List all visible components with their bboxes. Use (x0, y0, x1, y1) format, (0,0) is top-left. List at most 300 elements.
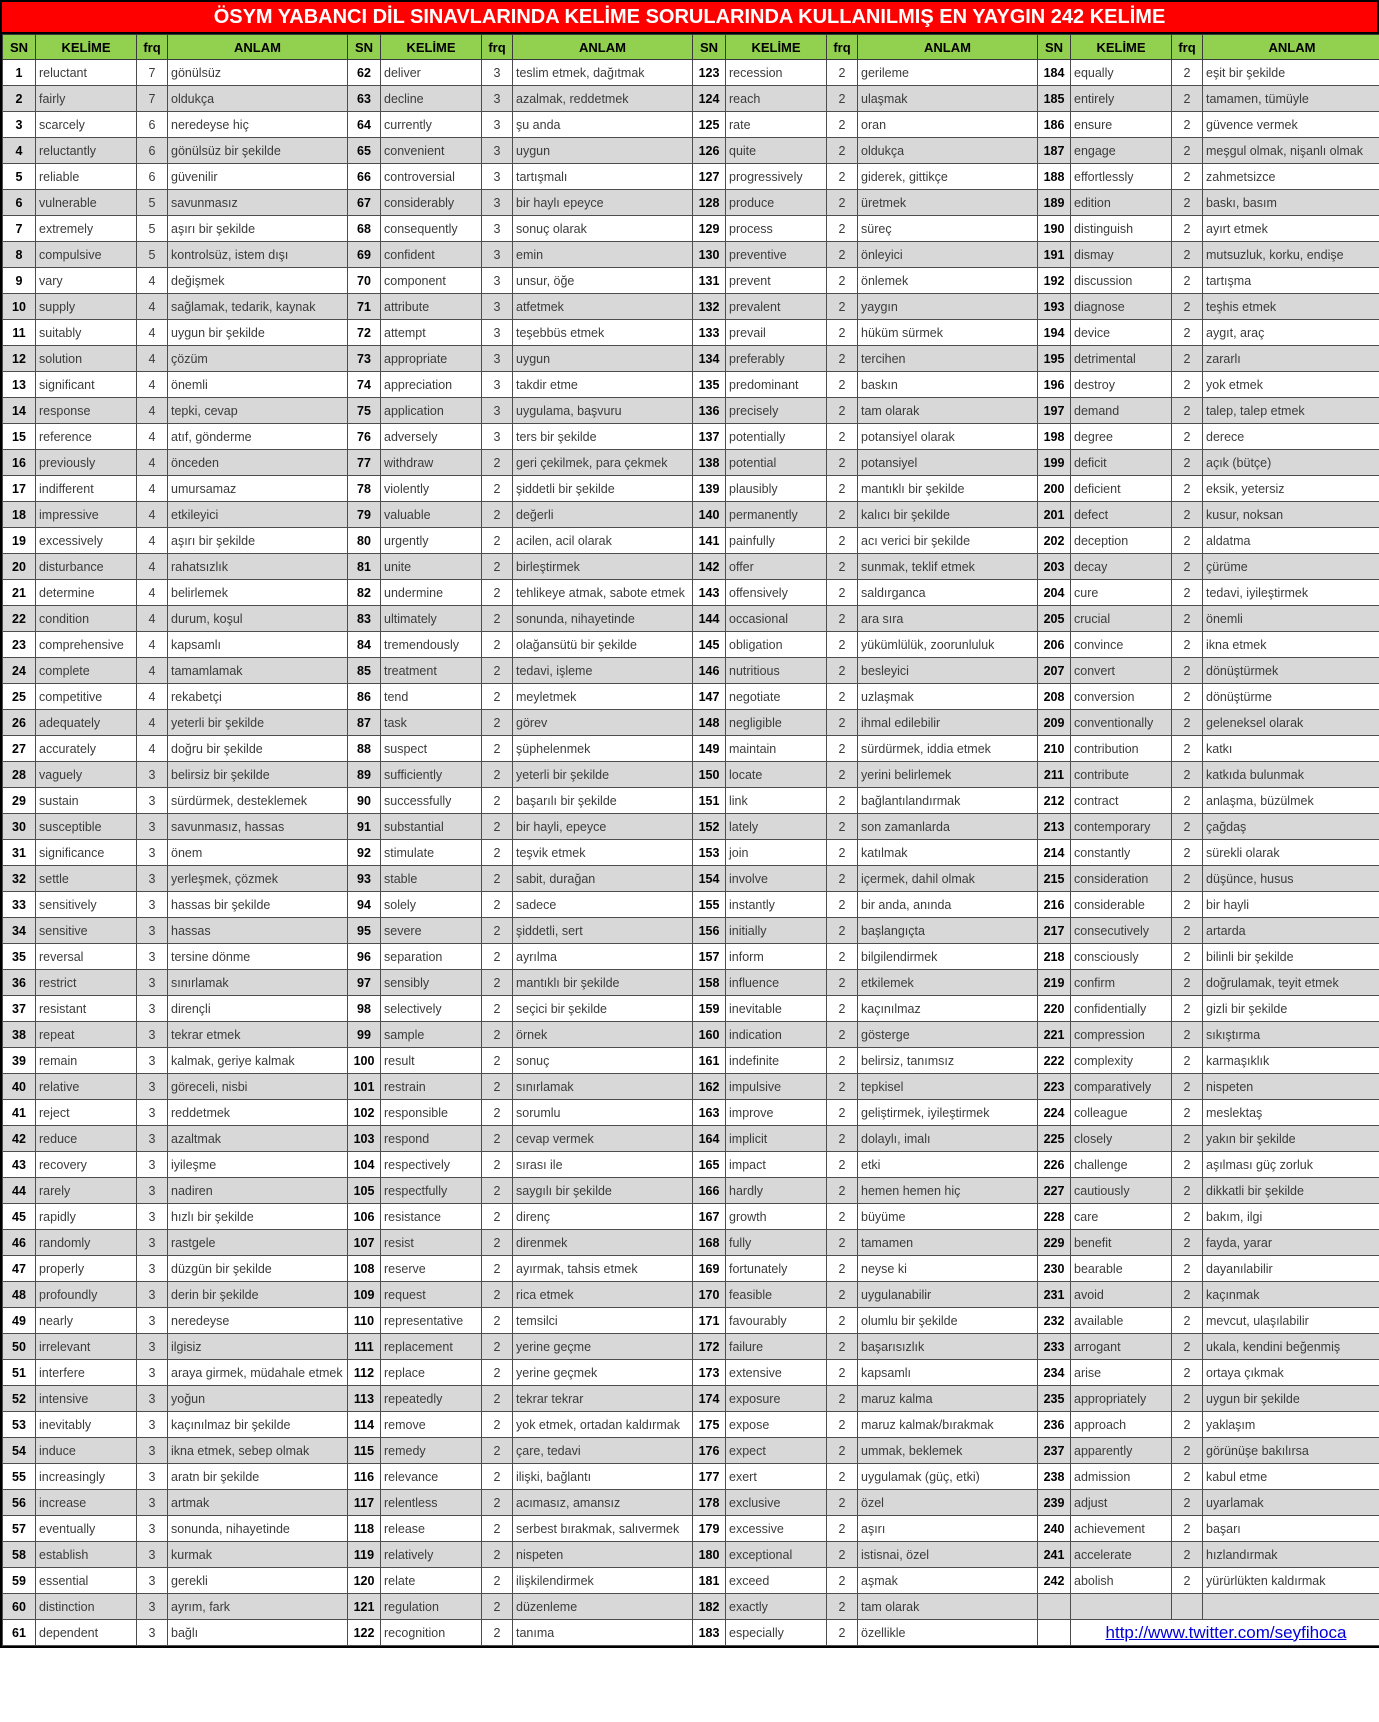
table-row (3, 554, 1379, 580)
sn-cell: 207 (1038, 658, 1071, 684)
freq-cell: 2 (482, 1178, 513, 1204)
freq-cell: 2 (827, 294, 858, 320)
meaning-cell: kaçınmak (1203, 1282, 1379, 1308)
meaning-cell: gerekli (168, 1568, 348, 1594)
sn-cell: 98 (348, 996, 381, 1022)
freq-cell: 2 (482, 1360, 513, 1386)
freq-cell: 2 (482, 970, 513, 996)
word-cell: nearly (36, 1308, 137, 1334)
freq-cell: 3 (137, 1074, 168, 1100)
freq-cell: 3 (482, 112, 513, 138)
table-row (3, 606, 1379, 632)
twitter-link[interactable]: http://www.twitter.com/seyfihoca (1105, 1622, 1347, 1642)
word-cell: maintain (726, 736, 827, 762)
sn-cell: 177 (693, 1464, 726, 1490)
freq-cell: 3 (482, 424, 513, 450)
meaning-cell: meyletmek (513, 684, 693, 710)
freq-cell: 2 (1172, 1490, 1203, 1516)
meaning-cell: başarısızlık (858, 1334, 1038, 1360)
word-cell: attempt (381, 320, 482, 346)
sn-cell: 61 (3, 1620, 36, 1646)
freq-cell: 2 (827, 788, 858, 814)
sn-cell: 65 (348, 138, 381, 164)
meaning-cell: kapsamlı (168, 632, 348, 658)
freq-cell: 3 (482, 242, 513, 268)
sn-cell: 175 (693, 1412, 726, 1438)
freq-cell: 2 (827, 892, 858, 918)
freq-cell: 2 (482, 606, 513, 632)
meaning-cell: sadece (513, 892, 693, 918)
meaning-cell: neyse ki (858, 1256, 1038, 1282)
meaning-cell: ayrılma (513, 944, 693, 970)
word-cell: implicit (726, 1126, 827, 1152)
word-cell: care (1071, 1204, 1172, 1230)
meaning-cell: sınırlamak (513, 1074, 693, 1100)
word-cell: precisely (726, 398, 827, 424)
meaning-cell: acı verici bir şekilde (858, 528, 1038, 554)
sn-cell: 126 (693, 138, 726, 164)
table-row (3, 1594, 1379, 1620)
meaning-cell: sınırlamak (168, 970, 348, 996)
sn-cell: 156 (693, 918, 726, 944)
table-header-row (3, 35, 1379, 60)
sn-cell: 201 (1038, 502, 1071, 528)
table-row (3, 1360, 1379, 1386)
freq-cell: 2 (482, 1152, 513, 1178)
meaning-cell: sunmak, teklif etmek (858, 554, 1038, 580)
table-row (3, 1230, 1379, 1256)
freq-cell: 2 (827, 554, 858, 580)
freq-cell: 3 (482, 320, 513, 346)
sn-cell: 220 (1038, 996, 1071, 1022)
word-cell: suitably (36, 320, 137, 346)
meaning-cell: yeterli bir şekilde (513, 762, 693, 788)
freq-cell: 2 (482, 528, 513, 554)
meaning-cell: önemli (1203, 606, 1379, 632)
word-cell: available (1071, 1308, 1172, 1334)
empty-cell (1172, 1594, 1203, 1620)
meaning-cell: hüküm sürmek (858, 320, 1038, 346)
word-cell: resistant (36, 996, 137, 1022)
meaning-cell: rica etmek (513, 1282, 693, 1308)
table-row (3, 1022, 1379, 1048)
meaning-cell: durum, koşul (168, 606, 348, 632)
meaning-cell: ara sıra (858, 606, 1038, 632)
sn-cell: 151 (693, 788, 726, 814)
sn-cell: 132 (693, 294, 726, 320)
freq-cell: 2 (1172, 632, 1203, 658)
word-cell: regulation (381, 1594, 482, 1620)
sn-cell: 152 (693, 814, 726, 840)
freq-cell: 3 (137, 762, 168, 788)
word-cell: comprehensive (36, 632, 137, 658)
word-cell: nutritious (726, 658, 827, 684)
freq-cell: 2 (482, 1282, 513, 1308)
word-cell: produce (726, 190, 827, 216)
meaning-cell: azalmak, reddetmek (513, 86, 693, 112)
sn-cell: 90 (348, 788, 381, 814)
freq-cell: 2 (1172, 528, 1203, 554)
sn-cell: 115 (348, 1438, 381, 1464)
meaning-cell: azaltmak (168, 1126, 348, 1152)
meaning-cell: neredeyse (168, 1308, 348, 1334)
freq-cell: 3 (482, 268, 513, 294)
sn-cell: 66 (348, 164, 381, 190)
word-cell: undermine (381, 580, 482, 606)
sn-cell: 118 (348, 1516, 381, 1542)
freq-cell: 3 (137, 1204, 168, 1230)
meaning-cell: tersine dönme (168, 944, 348, 970)
word-cell: degree (1071, 424, 1172, 450)
word-cell: inform (726, 944, 827, 970)
word-cell: remove (381, 1412, 482, 1438)
sn-cell: 93 (348, 866, 381, 892)
freq-cell: 2 (1172, 1256, 1203, 1282)
table-row (3, 788, 1379, 814)
table-row (3, 190, 1379, 216)
sn-cell: 17 (3, 476, 36, 502)
meaning-cell: açık (bütçe) (1203, 450, 1379, 476)
sn-cell: 11 (3, 320, 36, 346)
freq-cell: 3 (482, 216, 513, 242)
meaning-cell: gösterge (858, 1022, 1038, 1048)
word-cell: contract (1071, 788, 1172, 814)
word-cell: initially (726, 918, 827, 944)
sn-cell: 120 (348, 1568, 381, 1594)
sn-cell: 91 (348, 814, 381, 840)
word-cell: contribute (1071, 762, 1172, 788)
meaning-cell: fayda, yarar (1203, 1230, 1379, 1256)
sn-cell: 145 (693, 632, 726, 658)
meaning-cell: hızlandırmak (1203, 1542, 1379, 1568)
sn-cell: 167 (693, 1204, 726, 1230)
word-cell: consideration (1071, 866, 1172, 892)
meaning-cell: hemen hemen hiç (858, 1178, 1038, 1204)
meaning-cell: gönülsüz bir şekilde (168, 138, 348, 164)
freq-cell: 3 (137, 1594, 168, 1620)
meaning-cell: araya girmek, müdahale etmek (168, 1360, 348, 1386)
freq-cell: 2 (482, 1230, 513, 1256)
meaning-cell: istisnai, özel (858, 1542, 1038, 1568)
sn-cell: 40 (3, 1074, 36, 1100)
freq-cell: 2 (1172, 814, 1203, 840)
freq-cell: 3 (137, 1048, 168, 1074)
word-cell: vary (36, 268, 137, 294)
freq-cell: 2 (827, 1048, 858, 1074)
freq-cell: 2 (1172, 1360, 1203, 1386)
sn-cell: 104 (348, 1152, 381, 1178)
sn-cell: 234 (1038, 1360, 1071, 1386)
meaning-cell: özel (858, 1490, 1038, 1516)
word-cell: resistance (381, 1204, 482, 1230)
word-cell: extremely (36, 216, 137, 242)
meaning-cell: kurmak (168, 1542, 348, 1568)
meaning-cell: yerine geçme (513, 1334, 693, 1360)
sn-cell: 71 (348, 294, 381, 320)
meaning-cell: acımasız, amansız (513, 1490, 693, 1516)
freq-cell: 2 (827, 1256, 858, 1282)
freq-cell: 2 (1172, 1516, 1203, 1542)
meaning-cell: zahmetsizce (1203, 164, 1379, 190)
word-cell: controversial (381, 164, 482, 190)
freq-cell: 2 (827, 1412, 858, 1438)
word-cell: challenge (1071, 1152, 1172, 1178)
sn-cell: 159 (693, 996, 726, 1022)
freq-cell: 2 (1172, 1308, 1203, 1334)
word-cell: increasingly (36, 1464, 137, 1490)
table-row (3, 60, 1379, 86)
word-cell: hardly (726, 1178, 827, 1204)
meaning-cell: eksik, yetersiz (1203, 476, 1379, 502)
sn-cell: 187 (1038, 138, 1071, 164)
freq-cell: 2 (482, 658, 513, 684)
word-cell: reference (36, 424, 137, 450)
meaning-cell: atıf, gönderme (168, 424, 348, 450)
meaning-cell: aygıt, araç (1203, 320, 1379, 346)
column-header-anlam: ANLAM (858, 35, 1038, 60)
freq-cell: 2 (1172, 138, 1203, 164)
word-cell: potentially (726, 424, 827, 450)
sn-cell: 134 (693, 346, 726, 372)
sn-cell: 200 (1038, 476, 1071, 502)
word-cell: demand (1071, 398, 1172, 424)
freq-cell: 2 (482, 710, 513, 736)
meaning-cell: şiddetli, sert (513, 918, 693, 944)
meaning-cell: etkileyici (168, 502, 348, 528)
meaning-cell: oldukça (858, 138, 1038, 164)
meaning-cell: yakın bir şekilde (1203, 1126, 1379, 1152)
word-cell: recession (726, 60, 827, 86)
freq-cell: 2 (827, 1308, 858, 1334)
freq-cell: 2 (827, 268, 858, 294)
word-cell: repeatedly (381, 1386, 482, 1412)
word-cell: remain (36, 1048, 137, 1074)
sn-cell: 202 (1038, 528, 1071, 554)
meaning-cell: ilişkilendirmek (513, 1568, 693, 1594)
word-cell: rapidly (36, 1204, 137, 1230)
sn-cell: 217 (1038, 918, 1071, 944)
sn-cell: 44 (3, 1178, 36, 1204)
word-cell: conventionally (1071, 710, 1172, 736)
word-cell: relate (381, 1568, 482, 1594)
table-row (3, 1152, 1379, 1178)
word-cell: exactly (726, 1594, 827, 1620)
word-cell: engage (1071, 138, 1172, 164)
sn-cell: 87 (348, 710, 381, 736)
meaning-cell: çürüme (1203, 554, 1379, 580)
freq-cell: 3 (137, 892, 168, 918)
word-cell: sensibly (381, 970, 482, 996)
freq-cell: 2 (827, 814, 858, 840)
freq-cell: 2 (1172, 1126, 1203, 1152)
meaning-cell: kaçınılmaz bir şekilde (168, 1412, 348, 1438)
freq-cell: 2 (827, 996, 858, 1022)
sn-cell: 195 (1038, 346, 1071, 372)
word-cell: diagnose (1071, 294, 1172, 320)
sn-cell: 189 (1038, 190, 1071, 216)
freq-cell: 2 (482, 1516, 513, 1542)
sn-cell: 32 (3, 866, 36, 892)
freq-cell: 6 (137, 112, 168, 138)
table-row (3, 398, 1379, 424)
freq-cell: 2 (1172, 502, 1203, 528)
meaning-cell: mantıklı bir şekilde (513, 970, 693, 996)
freq-cell: 4 (137, 606, 168, 632)
freq-cell: 3 (482, 346, 513, 372)
word-cell: indefinite (726, 1048, 827, 1074)
meaning-cell: aşırı bir şekilde (168, 216, 348, 242)
word-cell: progressively (726, 164, 827, 190)
meaning-cell: baskı, basım (1203, 190, 1379, 216)
meaning-cell: büyüme (858, 1204, 1038, 1230)
freq-cell: 2 (827, 736, 858, 762)
word-cell: painfully (726, 528, 827, 554)
word-cell: inevitably (36, 1412, 137, 1438)
word-cell: involve (726, 866, 827, 892)
freq-cell: 2 (1172, 450, 1203, 476)
sn-cell: 80 (348, 528, 381, 554)
word-cell: previously (36, 450, 137, 476)
word-cell: substantial (381, 814, 482, 840)
table-row (3, 294, 1379, 320)
word-cell: suspect (381, 736, 482, 762)
word-cell: randomly (36, 1230, 137, 1256)
meaning-cell: tanıma (513, 1620, 693, 1646)
freq-cell: 2 (827, 840, 858, 866)
freq-cell: 2 (827, 684, 858, 710)
freq-cell: 2 (827, 1126, 858, 1152)
meaning-cell: doğru bir şekilde (168, 736, 348, 762)
freq-cell: 2 (1172, 320, 1203, 346)
sn-cell: 162 (693, 1074, 726, 1100)
column-header-kelime: KELİME (726, 35, 827, 60)
freq-cell: 2 (827, 1542, 858, 1568)
meaning-cell: sonuç olarak (513, 216, 693, 242)
word-cell: sufficiently (381, 762, 482, 788)
freq-cell: 2 (1172, 866, 1203, 892)
freq-cell: 2 (827, 1100, 858, 1126)
meaning-cell: saldırganca (858, 580, 1038, 606)
meaning-cell: sabit, durağan (513, 866, 693, 892)
word-cell: crucial (1071, 606, 1172, 632)
meaning-cell: unsur, öğe (513, 268, 693, 294)
sn-cell: 230 (1038, 1256, 1071, 1282)
table-row (3, 1100, 1379, 1126)
freq-cell: 5 (137, 242, 168, 268)
sn-cell: 208 (1038, 684, 1071, 710)
sn-cell: 194 (1038, 320, 1071, 346)
freq-cell: 2 (1172, 788, 1203, 814)
meaning-cell: aşmak (858, 1568, 1038, 1594)
sn-cell: 161 (693, 1048, 726, 1074)
sn-cell: 45 (3, 1204, 36, 1230)
meaning-cell: meslektaş (1203, 1100, 1379, 1126)
freq-cell: 2 (827, 658, 858, 684)
sn-cell: 223 (1038, 1074, 1071, 1100)
freq-cell: 3 (137, 1516, 168, 1542)
word-cell: severe (381, 918, 482, 944)
meaning-cell: etkilemek (858, 970, 1038, 996)
freq-cell: 2 (482, 1490, 513, 1516)
freq-cell: 2 (482, 1464, 513, 1490)
word-cell: apparently (1071, 1438, 1172, 1464)
meaning-cell: bakım, ilgi (1203, 1204, 1379, 1230)
meaning-cell: sürdürmek, iddia etmek (858, 736, 1038, 762)
sn-cell: 10 (3, 294, 36, 320)
meaning-cell: zararlı (1203, 346, 1379, 372)
meaning-cell: uygulamak (güç, etki) (858, 1464, 1038, 1490)
freq-cell: 3 (137, 866, 168, 892)
freq-cell: 2 (827, 138, 858, 164)
meaning-cell: yok etmek, ortadan kaldırmak (513, 1412, 693, 1438)
word-cell: increase (36, 1490, 137, 1516)
sn-cell: 47 (3, 1256, 36, 1282)
table-row (3, 1516, 1379, 1542)
freq-cell: 2 (827, 1438, 858, 1464)
word-cell: resist (381, 1230, 482, 1256)
sn-cell: 60 (3, 1594, 36, 1620)
meaning-cell: dayanılabilir (1203, 1256, 1379, 1282)
freq-cell: 3 (137, 1152, 168, 1178)
word-cell: valuable (381, 502, 482, 528)
meaning-cell: tam olarak (858, 1594, 1038, 1620)
meaning-cell: ayrım, fark (168, 1594, 348, 1620)
freq-cell: 2 (827, 710, 858, 736)
footer-cell (1071, 1620, 1379, 1646)
freq-cell: 3 (137, 1256, 168, 1282)
meaning-cell: oldukça (168, 86, 348, 112)
sn-cell: 21 (3, 580, 36, 606)
sn-cell: 26 (3, 710, 36, 736)
sn-cell: 196 (1038, 372, 1071, 398)
word-cell: consecutively (1071, 918, 1172, 944)
word-cell: treatment (381, 658, 482, 684)
freq-cell: 3 (137, 944, 168, 970)
table-row (3, 580, 1379, 606)
sn-cell: 191 (1038, 242, 1071, 268)
freq-cell: 3 (137, 1334, 168, 1360)
word-cell: complexity (1071, 1048, 1172, 1074)
table-row (3, 866, 1379, 892)
sn-cell: 15 (3, 424, 36, 450)
sn-cell: 173 (693, 1360, 726, 1386)
freq-cell: 2 (482, 502, 513, 528)
meaning-cell: başarılı bir şekilde (513, 788, 693, 814)
sn-cell: 46 (3, 1230, 36, 1256)
meaning-cell: olumlu bir şekilde (858, 1308, 1038, 1334)
word-cell: withdraw (381, 450, 482, 476)
word-cell: influence (726, 970, 827, 996)
freq-cell: 2 (1172, 112, 1203, 138)
sn-cell: 9 (3, 268, 36, 294)
freq-cell: 3 (137, 1100, 168, 1126)
table-row (3, 840, 1379, 866)
meaning-cell: sonunda, nihayetinde (168, 1516, 348, 1542)
meaning-cell: aşırı (858, 1516, 1038, 1542)
meaning-cell: doğrulamak, teyit etmek (1203, 970, 1379, 996)
freq-cell: 3 (137, 788, 168, 814)
freq-cell: 2 (1172, 1048, 1203, 1074)
sn-cell: 168 (693, 1230, 726, 1256)
freq-cell: 3 (482, 164, 513, 190)
meaning-cell: görev (513, 710, 693, 736)
word-cell: feasible (726, 1282, 827, 1308)
word-cell: prevent (726, 268, 827, 294)
freq-cell: 2 (1172, 996, 1203, 1022)
word-cell: cautiously (1071, 1178, 1172, 1204)
freq-cell: 2 (1172, 476, 1203, 502)
word-cell: request (381, 1282, 482, 1308)
